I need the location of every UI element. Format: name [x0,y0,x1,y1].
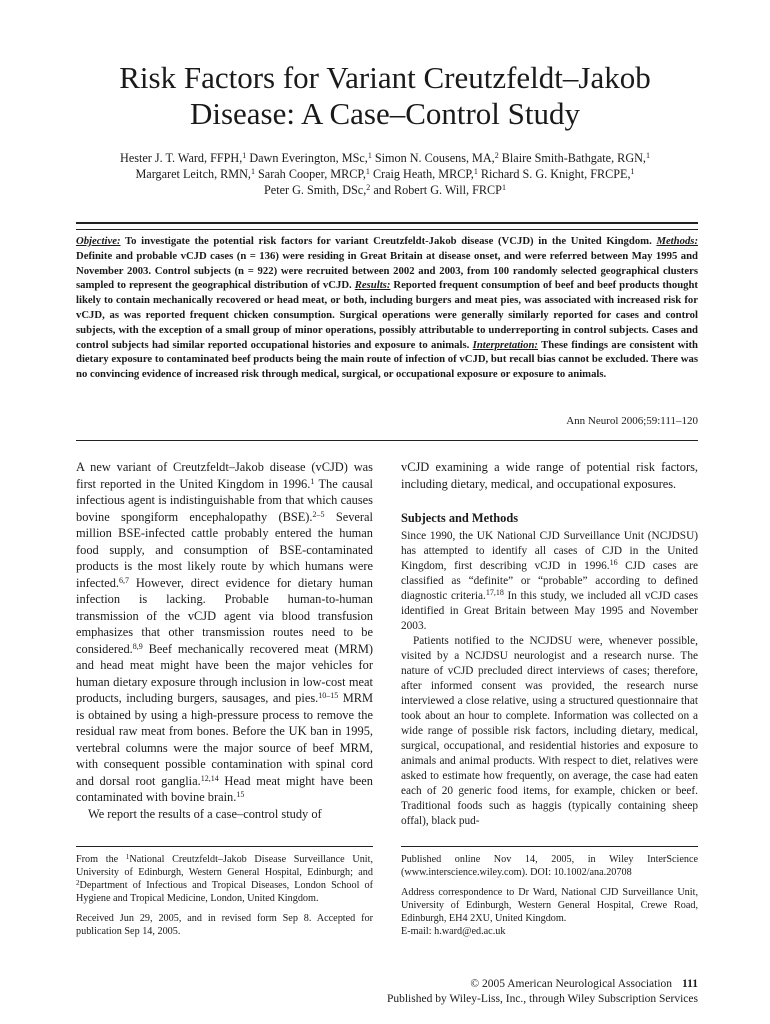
abstract [76,234,698,382]
author: Dawn Everington, MSc,$^1$ [249,151,372,165]
interpretation-label: Interpretation: [472,338,538,351]
intro-continued: vCJD examining a wide range of potential risk factors, including dietary, medical, and occupational exposures. [401,460,698,491]
page-number: 111 [682,978,698,990]
objective-text: To investigate the potential risk factors for variant Creutzfeldt-Jakob disease (VCJD) in the United Kingdom. [125,235,652,247]
title-line-2: Disease: A Case–Control Study [189,96,581,131]
results-text: Reported frequent consumption of beef and beef products thought likely to contain mechanically recovered or head meat, or both, including burgers and meat pies, was associated with increased risk for vCJD, as was reported frequent chicken consumption. Surgical operations were generally similarly reported for cases and control subjects, with the exception of a small group of minor operations, possibly attributable to underreporting in control subjects. Cases and control subjects had similar reported occupational histories and exposure to animals. [76,279,698,351]
correspondence-email: E-mail: h.ward@ed.ac.uk [401,926,506,937]
author: Peter G. Smith, DSc,$^2$ [264,183,371,197]
results-label: Results: [354,279,391,292]
author: Simon N. Cousens, MA,$^2$ [374,151,499,165]
abstract-top-rule-thin [76,229,698,230]
author-list [60,150,710,198]
published-online: Published online Nov 14, 2005, in Wiley InterScience (www.interscience.wiley.com). DOI: 10.1002/ana.20708 [401,854,698,878]
author: and Robert G. Will, FRCP$^1$ [373,183,506,197]
right-column [401,459,698,829]
intro-paragraph: A new variant of Creutzfeldt–Jakob disease (vCJD) was first reported in the United Kingdom in 1996.$^1$ The causal infectious agent is indistinguishable from that which causes bovine spongiform encephalopathy (BSE).$^{2-5}$ Several million BSE-infected cattle probably entered the human food supply, and consumption of BSE-contaminated products is the most likely route by which humans were infected.$^{6,7}$ However, direct evidence for dietary human infection is lacking. Probable human-to-human transmission of the vCJD agent via blood transfusion emphasizes that other transmission routes need to be considered.$^{8,9}$ Beef mechanically recovered meat (MRM) and head meat might have been the major vehicles for human dietary exposure through inclusion in low-cost meat products, including burgers, sausages, and pies.$^{10-15}$ MRM is obtained by using a high-pressure process to remove the residual raw meat from bones. Before the UK ban in 1995, vertebral columns were the major source of beef MRM, with consequent possible contamination with spinal cord and dorsal root ganglia.$^{12,14}$ Head meat might have been contaminated with bovine brain.$^{15}$ [76,460,373,804]
abstract-bottom-rule [76,440,698,441]
author: Craig Heath, MRCP,$^1$ [372,167,478,181]
author: Hester J. T. Ward, FFPH,$^1$ [120,151,247,165]
article-title [40,60,730,132]
interpretation-text: These findings are consistent with dietary exposure to contaminated beef products being the main route of infection of vCJD, but recall bias cannot be excluded. There was no convincing evidence of increased risk through medical, surgical, or occupational exposure or exposure to animals. [76,338,698,381]
methods-paragraph-1: Since 1990, the UK National CJD Surveillance Unit (NCJDSU) has attempted to identify all cases of CJD in the United Kingdom, first describing vCJD in 1996.16 CJD cases are classified as “definite” or “probable” according to defined diagnostic criteria.$^{17,18}$ In this study, we included all vCJD cases identified in Great Britain between May 1995 and November 2003. [401,529,698,632]
objective-label: Objective: [76,235,121,247]
methods-text: Definite and probable vCJD cases (n = 136) were residing in Great Britain at disease onset, and were referred between May 1995 and November 2003. Control subjects (n = 922) were recruited between 2002 and 2003, from 100 randomly selected geographical clusters sampled to represent the geographical distribution of vCJD. [76,249,698,292]
author: Blaire Smith-Bathgate, RGN,$^1$ [501,151,650,165]
intro-paragraph-2: We report the results of a case–control study of [88,806,322,821]
publication-footnote [401,853,698,945]
author: Richard S. G. Knight, FRCPE,$^1$ [480,167,635,181]
methods-paragraph-2: Patients notified to the NCJDSU were, whenever possible, visited by a NCJDSU neurologist and a research nurse. The nature of vCJD precluded direct interviews of cases; therefore, after informed consent was provided, the research nurse interviewed a close relative, using a structured questionnaire that took about an hour to complete. Information was collected on a wide range of possible risk factors, including dietary, medical, surgical, occupational, and residential histories and exposure to animals and animal products. With respect to diet, relatives were asked to estimate how frequently, on average, the case had eaten each of 20 generic food items, for example, chicken or beef. Traditional foods such as haggis (typically containing sheep offal), black pud- [401,634,698,827]
methods-label: Methods: [656,235,699,247]
affiliations: From the $^1$National Creutzfeldt–Jakob Disease Surveillance Unit, University of Edinburgh, Western General Hospital, Edinburgh; and $^2$Department of Infectious and Tropical Diseases, London School of Hygiene and Tropical Medicine, London, United Kingdom. [76,853,373,904]
footnote-rule-left [76,846,373,847]
journal-citation: Ann Neurol 2006;59:111–120 [566,415,698,427]
page-footer [387,977,698,1007]
correspondence-address: Address correspondence to Dr Ward, National CJD Surveillance Unit, University of Edinburgh, Western General Hospital, Crewe Road, Edinburgh, EH4 2XU, United Kingdom. [401,887,698,924]
author: Margaret Leitch, RMN,$^1$ [135,167,255,181]
affiliation-footnote [76,853,373,945]
abstract-top-rule [76,222,698,224]
left-column [76,459,373,822]
received-dates: Received Jun 29, 2005, and in revised form Sep 8. Accepted for publication Sep 14, 2005. [76,913,373,937]
copyright: © 2005 American Neurological Association [470,978,673,990]
publisher-line: Published by Wiley-Liss, Inc., through Wiley Subscription Services [386,993,698,1005]
author: Sarah Cooper, MRCP,$^1$ [258,167,370,181]
title-line-1: Risk Factors for Variant Creutzfeldt–Jakob [119,60,651,95]
footnote-rule-right [401,846,698,847]
section-heading: Subjects and Methods [401,511,519,525]
